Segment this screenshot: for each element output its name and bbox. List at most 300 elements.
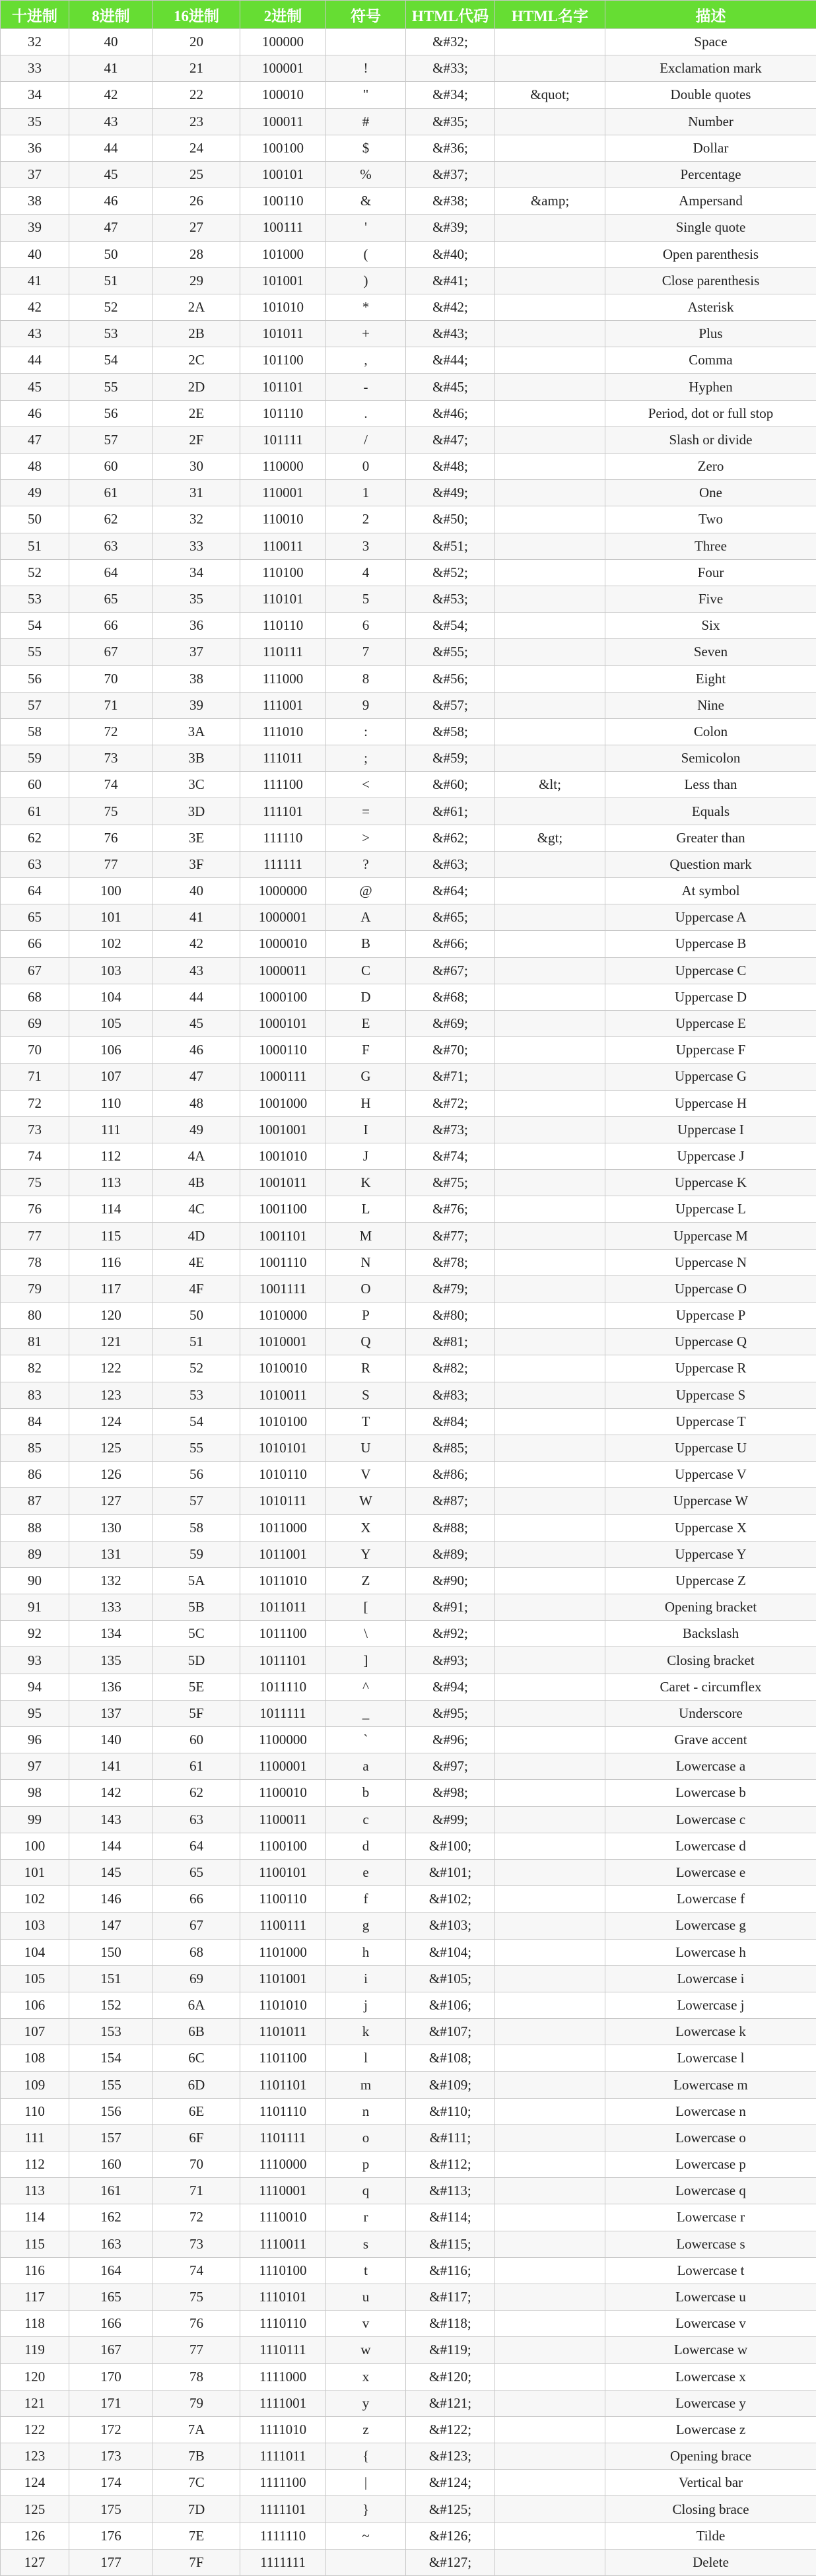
cell-decimal: 48 (1, 454, 69, 480)
cell-html-code: &#55; (406, 639, 495, 665)
cell-symbol: | (326, 2470, 406, 2496)
cell-hex: 39 (153, 692, 240, 718)
cell-hex: 44 (153, 984, 240, 1010)
cell-decimal: 46 (1, 400, 69, 426)
cell-description: Nine (605, 692, 816, 718)
cell-binary: 1001000 (240, 1090, 326, 1116)
cell-symbol: > (326, 825, 406, 851)
cell-binary: 1110011 (240, 2231, 326, 2257)
cell-hex: 6C (153, 2045, 240, 2072)
cell-html-code: &#84; (406, 1408, 495, 1435)
cell-symbol: A (326, 904, 406, 931)
cell-hex: 5C (153, 1621, 240, 1647)
cell-octal: 120 (69, 1303, 153, 1329)
cell-binary: 1110111 (240, 2337, 326, 2363)
cell-html-name (495, 878, 605, 904)
cell-description: Six (605, 613, 816, 639)
cell-html-code: &#91; (406, 1594, 495, 1621)
cell-decimal: 112 (1, 2152, 69, 2178)
cell-symbol: " (326, 82, 406, 108)
cell-decimal: 91 (1, 1594, 69, 1621)
cell-html-code: &#102; (406, 1886, 495, 1913)
table-row (1, 1355, 816, 1382)
cell-octal: 154 (69, 2045, 153, 2072)
table-row (1, 1541, 816, 1567)
cell-binary: 1011000 (240, 1514, 326, 1541)
cell-symbol: t (326, 2257, 406, 2284)
cell-binary: 1001011 (240, 1170, 326, 1196)
cell-html-code: &#41; (406, 267, 495, 294)
cell-description: Lowercase r (605, 2204, 816, 2231)
cell-octal: 175 (69, 2496, 153, 2523)
table-row (1, 957, 816, 984)
cell-symbol: - (326, 374, 406, 400)
cell-decimal: 108 (1, 2045, 69, 2072)
cell-description: Period, dot or full stop (605, 400, 816, 426)
cell-description: Semicolon (605, 745, 816, 772)
cell-octal: 162 (69, 2204, 153, 2231)
cell-hex: 6F (153, 2124, 240, 2151)
table-row (1, 1143, 816, 1169)
cell-hex: 71 (153, 2178, 240, 2204)
cell-octal: 41 (69, 55, 153, 82)
cell-hex: 34 (153, 559, 240, 586)
cell-binary: 1010100 (240, 1408, 326, 1435)
cell-description: Lowercase c (605, 1806, 816, 1833)
cell-octal: 55 (69, 374, 153, 400)
cell-html-name (495, 1143, 605, 1169)
cell-decimal: 120 (1, 2363, 69, 2390)
cell-binary: 1111100 (240, 2470, 326, 2496)
table-row (1, 1780, 816, 1806)
cell-html-name (495, 904, 605, 931)
cell-symbol: e (326, 1859, 406, 1885)
table-row (1, 1886, 816, 1913)
cell-html-code: &#100; (406, 1833, 495, 1859)
cell-decimal: 82 (1, 1355, 69, 1382)
cell-description: Uppercase D (605, 984, 816, 1010)
cell-hex: 68 (153, 1939, 240, 1965)
cell-octal: 131 (69, 1541, 153, 1567)
cell-symbol: S (326, 1382, 406, 1408)
cell-decimal: 74 (1, 1143, 69, 1169)
cell-description: Asterisk (605, 294, 816, 320)
cell-symbol: K (326, 1170, 406, 1196)
cell-binary: 101101 (240, 374, 326, 400)
table-header (1, 1, 816, 29)
cell-hex: 4D (153, 1223, 240, 1249)
cell-octal: 51 (69, 267, 153, 294)
cell-description: Closing brace (605, 2496, 816, 2523)
table-row (1, 108, 816, 135)
cell-binary: 1010011 (240, 1382, 326, 1408)
cell-description: Uppercase Q (605, 1329, 816, 1355)
cell-html-code: &#97; (406, 1753, 495, 1780)
table-row (1, 2124, 816, 2151)
cell-binary: 101001 (240, 267, 326, 294)
cell-hex: 3D (153, 798, 240, 825)
cell-html-code: &#122; (406, 2416, 495, 2443)
cell-description: Uppercase T (605, 1408, 816, 1435)
cell-octal: 103 (69, 957, 153, 984)
cell-html-code: &#105; (406, 1965, 495, 1992)
cell-symbol: & (326, 188, 406, 215)
cell-html-code: &#118; (406, 2311, 495, 2337)
cell-html-code: &#69; (406, 1010, 495, 1036)
table-row (1, 586, 816, 612)
cell-octal: 124 (69, 1408, 153, 1435)
cell-html-code: &#124; (406, 2470, 495, 2496)
cell-symbol: 3 (326, 533, 406, 559)
cell-html-name (495, 1621, 605, 1647)
cell-symbol: 9 (326, 692, 406, 718)
cell-symbol: H (326, 1090, 406, 1116)
cell-html-code: &#42; (406, 294, 495, 320)
cell-html-name (495, 2098, 605, 2124)
cell-octal: 137 (69, 1700, 153, 1726)
cell-binary: 111110 (240, 825, 326, 851)
cell-binary: 1000001 (240, 904, 326, 931)
cell-html-name: &lt; (495, 772, 605, 798)
cell-octal: 133 (69, 1594, 153, 1621)
table-row (1, 321, 816, 347)
cell-html-code: &#110; (406, 2098, 495, 2124)
table-row (1, 1992, 816, 2018)
cell-binary: 1001001 (240, 1116, 326, 1143)
cell-html-name (495, 1886, 605, 1913)
cell-hex: 3C (153, 772, 240, 798)
cell-html-code: &#51; (406, 533, 495, 559)
cell-symbol: ) (326, 267, 406, 294)
cell-decimal: 58 (1, 718, 69, 745)
cell-symbol: O (326, 1275, 406, 1302)
cell-html-name (495, 2443, 605, 2470)
cell-html-name (495, 426, 605, 453)
cell-decimal: 81 (1, 1329, 69, 1355)
table-row (1, 1010, 816, 1036)
cell-binary: 1110010 (240, 2204, 326, 2231)
cell-octal: 73 (69, 745, 153, 772)
cell-decimal: 95 (1, 1700, 69, 1726)
cell-hex: 41 (153, 904, 240, 931)
cell-html-name (495, 1806, 605, 1833)
header-html-code: HTML代码 (406, 1, 495, 29)
table-row (1, 2072, 816, 2098)
cell-symbol: G (326, 1064, 406, 1090)
cell-decimal: 44 (1, 347, 69, 374)
cell-html-code: &#113; (406, 2178, 495, 2204)
cell-html-code: &#33; (406, 55, 495, 82)
cell-decimal: 43 (1, 321, 69, 347)
cell-binary: 1001111 (240, 1275, 326, 1302)
table-row (1, 665, 816, 692)
cell-octal: 130 (69, 1514, 153, 1541)
cell-hex: 79 (153, 2390, 240, 2416)
cell-hex: 75 (153, 2284, 240, 2310)
cell-hex: 29 (153, 267, 240, 294)
table-row (1, 1196, 816, 1223)
cell-octal: 74 (69, 772, 153, 798)
table-row (1, 613, 816, 639)
cell-html-code: &#107; (406, 2019, 495, 2045)
cell-octal: 105 (69, 1010, 153, 1036)
cell-octal: 70 (69, 665, 153, 692)
cell-binary: 1111010 (240, 2416, 326, 2443)
cell-octal: 56 (69, 400, 153, 426)
cell-html-code: &#88; (406, 1514, 495, 1541)
cell-hex: 4B (153, 1170, 240, 1196)
cell-description: Opening bracket (605, 1594, 816, 1621)
table-row (1, 1064, 816, 1090)
table-row (1, 2284, 816, 2310)
cell-octal: 170 (69, 2363, 153, 2390)
cell-binary: 110100 (240, 559, 326, 586)
cell-decimal: 125 (1, 2496, 69, 2523)
table-row (1, 1647, 816, 1674)
cell-octal: 144 (69, 1833, 153, 1859)
cell-html-name (495, 984, 605, 1010)
cell-html-name (495, 2416, 605, 2443)
cell-description: Uppercase Z (605, 1567, 816, 1594)
cell-hex: 7B (153, 2443, 240, 2470)
header-octal: 8进制 (69, 1, 153, 29)
cell-hex: 37 (153, 639, 240, 665)
cell-html-code: &#125; (406, 2496, 495, 2523)
cell-decimal: 42 (1, 294, 69, 320)
cell-octal: 75 (69, 798, 153, 825)
table-row (1, 2311, 816, 2337)
cell-html-name (495, 1753, 605, 1780)
cell-hex: 4F (153, 1275, 240, 1302)
cell-hex: 3E (153, 825, 240, 851)
cell-decimal: 38 (1, 188, 69, 215)
cell-symbol (326, 29, 406, 55)
cell-hex: 6D (153, 2072, 240, 2098)
cell-html-code: &#68; (406, 984, 495, 1010)
cell-binary: 101111 (240, 426, 326, 453)
cell-html-code: &#62; (406, 825, 495, 851)
cell-html-name (495, 29, 605, 55)
cell-description: Closing bracket (605, 1647, 816, 1674)
cell-html-name (495, 931, 605, 957)
cell-octal: 63 (69, 533, 153, 559)
cell-symbol: n (326, 2098, 406, 2124)
cell-binary: 100010 (240, 82, 326, 108)
cell-octal: 122 (69, 1355, 153, 1382)
cell-hex: 2D (153, 374, 240, 400)
table-row (1, 1170, 816, 1196)
cell-binary: 111010 (240, 718, 326, 745)
cell-hex: 4E (153, 1249, 240, 1275)
cell-octal: 167 (69, 2337, 153, 2363)
cell-hex: 49 (153, 1116, 240, 1143)
cell-octal: 43 (69, 108, 153, 135)
cell-symbol: @ (326, 878, 406, 904)
cell-hex: 55 (153, 1435, 240, 1461)
table-row (1, 1329, 816, 1355)
cell-symbol: ` (326, 1727, 406, 1753)
cell-description: Double quotes (605, 82, 816, 108)
cell-binary: 1000101 (240, 1010, 326, 1036)
cell-hex: 69 (153, 1965, 240, 1992)
cell-hex: 73 (153, 2231, 240, 2257)
cell-html-code: &#127; (406, 2549, 495, 2575)
cell-description: Lowercase z (605, 2416, 816, 2443)
cell-description: Lowercase a (605, 1753, 816, 1780)
table-row (1, 772, 816, 798)
cell-binary: 1101011 (240, 2019, 326, 2045)
cell-html-code: &#104; (406, 1939, 495, 1965)
cell-hex: 2C (153, 347, 240, 374)
cell-description: One (605, 480, 816, 506)
cell-description: Five (605, 586, 816, 612)
header-row (1, 1, 816, 29)
cell-description: Uppercase H (605, 1090, 816, 1116)
cell-hex: 7E (153, 2523, 240, 2549)
cell-octal: 166 (69, 2311, 153, 2337)
cell-octal: 161 (69, 2178, 153, 2204)
cell-binary: 1100010 (240, 1780, 326, 1806)
cell-decimal: 73 (1, 1116, 69, 1143)
cell-octal: 100 (69, 878, 153, 904)
cell-hex: 2F (153, 426, 240, 453)
cell-decimal: 39 (1, 215, 69, 241)
cell-html-code: &#87; (406, 1488, 495, 1514)
cell-html-name (495, 1647, 605, 1674)
cell-description: Slash or divide (605, 426, 816, 453)
cell-symbol: $ (326, 135, 406, 161)
table-row (1, 2523, 816, 2549)
cell-html-name (495, 851, 605, 877)
cell-html-code: &#45; (406, 374, 495, 400)
cell-html-name (495, 1780, 605, 1806)
cell-html-name (495, 135, 605, 161)
cell-symbol: _ (326, 1700, 406, 1726)
cell-decimal: 36 (1, 135, 69, 161)
cell-binary: 1101000 (240, 1939, 326, 1965)
table-row (1, 506, 816, 533)
cell-hex: 63 (153, 1806, 240, 1833)
cell-hex: 48 (153, 1090, 240, 1116)
cell-binary: 1100110 (240, 1886, 326, 1913)
cell-symbol: q (326, 2178, 406, 2204)
cell-decimal: 87 (1, 1488, 69, 1514)
cell-html-name (495, 1700, 605, 1726)
cell-octal: 174 (69, 2470, 153, 2496)
cell-symbol: b (326, 1780, 406, 1806)
cell-binary: 1011011 (240, 1594, 326, 1621)
cell-description: Zero (605, 454, 816, 480)
cell-description: Equals (605, 798, 816, 825)
cell-html-name: &quot; (495, 82, 605, 108)
cell-html-name (495, 1514, 605, 1541)
cell-symbol: x (326, 2363, 406, 2390)
table-row (1, 2204, 816, 2231)
cell-decimal: 110 (1, 2098, 69, 2124)
cell-binary: 1000011 (240, 957, 326, 984)
cell-binary: 110000 (240, 454, 326, 480)
cell-html-name (495, 798, 605, 825)
cell-hex: 43 (153, 957, 240, 984)
cell-description: Greater than (605, 825, 816, 851)
table-row (1, 188, 816, 215)
cell-decimal: 34 (1, 82, 69, 108)
table-row (1, 82, 816, 108)
cell-description: Uppercase W (605, 1488, 816, 1514)
cell-description: Uppercase E (605, 1010, 816, 1036)
table-row (1, 1249, 816, 1275)
cell-binary: 110101 (240, 586, 326, 612)
cell-html-name (495, 2124, 605, 2151)
cell-symbol: 7 (326, 639, 406, 665)
cell-symbol: } (326, 2496, 406, 2523)
cell-octal: 72 (69, 718, 153, 745)
cell-html-code: &#52; (406, 559, 495, 586)
cell-decimal: 68 (1, 984, 69, 1010)
cell-description: Single quote (605, 215, 816, 241)
cell-decimal: 77 (1, 1223, 69, 1249)
cell-hex: 45 (153, 1010, 240, 1036)
table-row (1, 2178, 816, 2204)
cell-decimal: 126 (1, 2523, 69, 2549)
cell-html-code: &#56; (406, 665, 495, 692)
cell-binary: 1010000 (240, 1303, 326, 1329)
cell-description: Uppercase A (605, 904, 816, 931)
cell-symbol: R (326, 1355, 406, 1382)
cell-html-code: &#119; (406, 2337, 495, 2363)
cell-binary: 1111110 (240, 2523, 326, 2549)
table-row (1, 639, 816, 665)
cell-description: Uppercase P (605, 1303, 816, 1329)
cell-description: Lowercase f (605, 1886, 816, 1913)
table-row (1, 29, 816, 55)
cell-symbol: < (326, 772, 406, 798)
cell-html-name (495, 1010, 605, 1036)
cell-html-name (495, 1541, 605, 1567)
header-description: 描述 (605, 1, 816, 29)
table-row (1, 1090, 816, 1116)
table-row (1, 1275, 816, 1302)
cell-description: Delete (605, 2549, 816, 2575)
cell-html-name (495, 2523, 605, 2549)
cell-binary: 1100000 (240, 1727, 326, 1753)
cell-decimal: 113 (1, 2178, 69, 2204)
cell-description: Comma (605, 347, 816, 374)
cell-hex: 56 (153, 1462, 240, 1488)
cell-html-code: &#94; (406, 1674, 495, 1700)
cell-html-name (495, 294, 605, 320)
cell-html-code: &#50; (406, 506, 495, 533)
cell-decimal: 45 (1, 374, 69, 400)
cell-description: Lowercase i (605, 1965, 816, 1992)
cell-decimal: 76 (1, 1196, 69, 1223)
cell-symbol: * (326, 294, 406, 320)
cell-octal: 54 (69, 347, 153, 374)
cell-binary: 101010 (240, 294, 326, 320)
cell-description: Uppercase N (605, 1249, 816, 1275)
cell-binary: 1001100 (240, 1196, 326, 1223)
cell-description: Two (605, 506, 816, 533)
table-row (1, 692, 816, 718)
cell-description: Ampersand (605, 188, 816, 215)
cell-binary: 101110 (240, 400, 326, 426)
cell-decimal: 103 (1, 1913, 69, 1939)
cell-decimal: 98 (1, 1780, 69, 1806)
cell-html-code: &#66; (406, 931, 495, 957)
cell-hex: 65 (153, 1859, 240, 1885)
table-row (1, 2045, 816, 2072)
cell-symbol: g (326, 1913, 406, 1939)
